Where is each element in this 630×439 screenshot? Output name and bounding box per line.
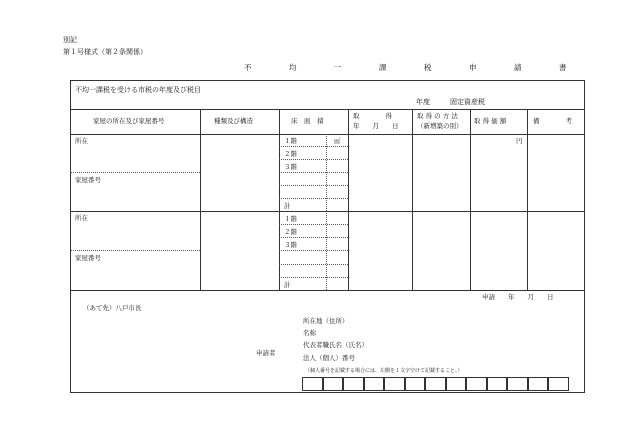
row1-house-no-label: 家屋番号 <box>75 176 101 184</box>
row2-floor-1: １階 <box>284 215 297 223</box>
corp-number-digit-box[interactable] <box>323 377 344 391</box>
row1-floor-2: ２階 <box>284 150 297 158</box>
corp-number-digit-box[interactable] <box>446 377 467 391</box>
row2-location-label: 所在 <box>75 214 88 222</box>
row2-floor-3: ３階 <box>284 241 297 249</box>
col-acquired-date: 年 月 日 <box>353 122 399 130</box>
row1-floor-total: 計 <box>284 202 291 210</box>
row1-area-unit: ㎡ <box>334 137 341 145</box>
col-type-structure: 種類及び構造 <box>214 117 253 125</box>
col-floor-area: 床 面 積 <box>291 117 324 125</box>
document-title: 不 均 一 課 税 申 請 書 <box>244 63 582 72</box>
tax-type: 固定資産税 <box>450 98 485 106</box>
col-method: 取 得 の 方 法 <box>417 112 458 120</box>
corp-number-digit-box[interactable] <box>528 377 549 391</box>
applicant-address: 所在地（住所） <box>303 317 349 325</box>
corp-number-digit-box[interactable] <box>302 377 323 391</box>
applicant-label: 申請者 <box>256 349 276 357</box>
tax-info-label: 不均一課税を受ける市税の年度及び税目 <box>75 86 201 94</box>
corp-number-digit-box[interactable] <box>487 377 508 391</box>
col-method-sub: （新増築の別） <box>417 122 463 130</box>
corp-number-digit-box[interactable] <box>466 377 487 391</box>
col-remarks: 備 考 <box>533 117 572 125</box>
addressee: （あて先）八戸市長 <box>83 304 142 312</box>
corp-number-digit-box[interactable] <box>425 377 446 391</box>
corp-no-note: （個人番号を記載する場合には、左側を１文字空けて記載すること。） <box>305 368 463 374</box>
appendix-label: 別記 <box>63 36 77 44</box>
row2-house-no-label: 家屋番号 <box>75 254 101 262</box>
row1-price-unit: 円 <box>516 137 523 145</box>
corp-number-digit-box[interactable] <box>384 377 405 391</box>
row2-floor-total: 計 <box>284 281 291 289</box>
corp-number-digit-box[interactable] <box>364 377 385 391</box>
tax-year-label: 年度 <box>416 98 430 106</box>
applicant-name: 名称 <box>303 329 316 337</box>
form-number: 第１号様式（第２条関係） <box>63 48 147 56</box>
applicant-corp-no: 法人（個人）番号 <box>303 354 355 362</box>
col-location: 家屋の所在及び家屋番号 <box>93 117 165 125</box>
application-date: 申請 年 月 日 <box>482 293 554 301</box>
corp-number-digit-box[interactable] <box>507 377 528 391</box>
col-price: 取 得 価 額 <box>474 117 507 125</box>
applicant-rep-name: 代表者職氏名（氏名） <box>303 341 368 349</box>
row1-floor-1: １階 <box>284 137 297 145</box>
row1-floor-3: ３階 <box>284 163 297 171</box>
corp-number-digit-box[interactable] <box>343 377 364 391</box>
row1-location-label: 所在 <box>75 137 88 145</box>
row2-floor-2: ２階 <box>284 228 297 236</box>
corp-number-digit-box[interactable] <box>405 377 426 391</box>
col-acquired: 取 得 <box>353 112 392 120</box>
corp-number-digit-box[interactable] <box>548 377 569 391</box>
